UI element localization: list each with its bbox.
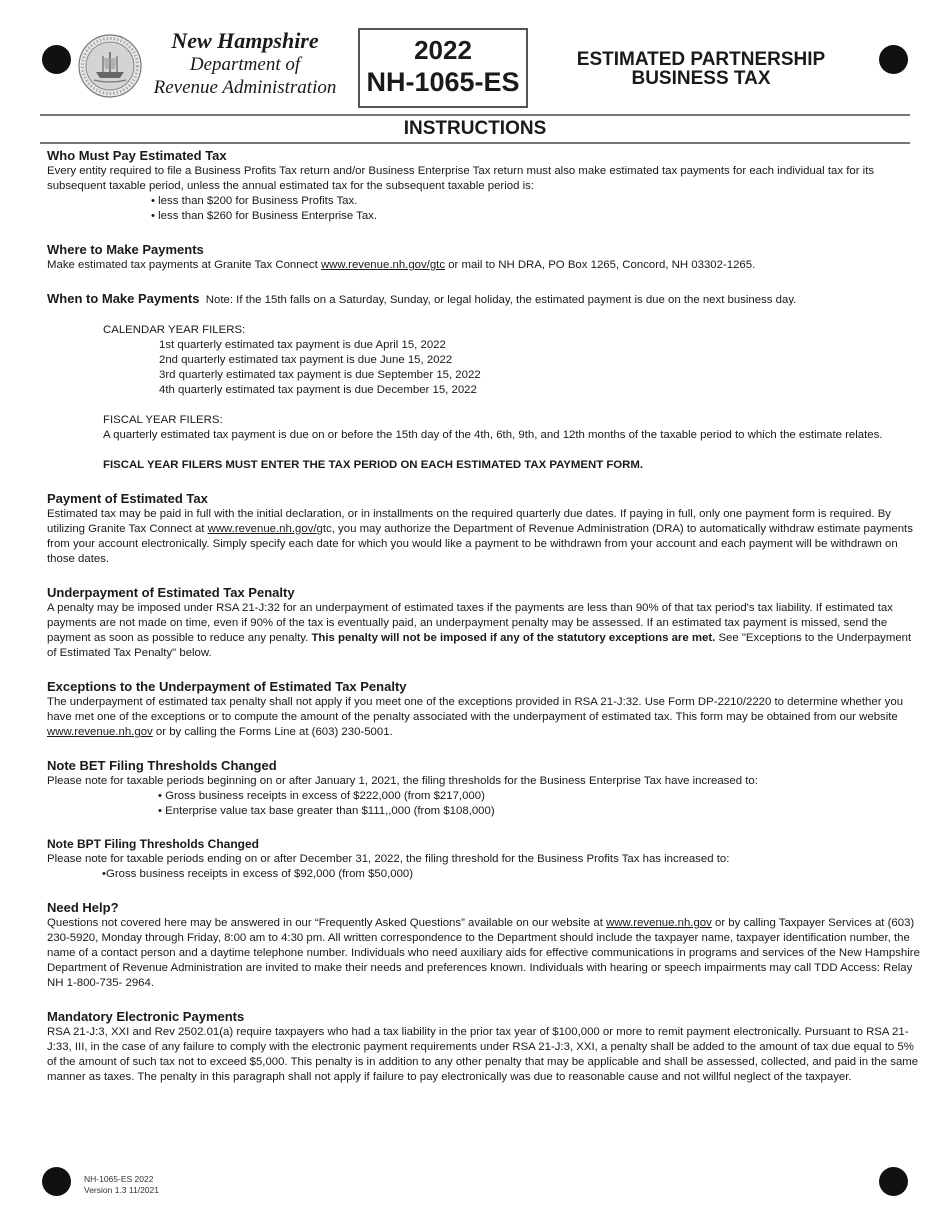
section-payment bbox=[47, 491, 923, 567]
fiscal-label: FISCAL YEAR FILERS: bbox=[103, 414, 223, 426]
revenue-link[interactable]: www.revenue.nh.gov/ bbox=[207, 523, 317, 535]
section-heading: Payment of Estimated Tax bbox=[47, 491, 208, 506]
bold-text: This penalty will not be imposed if any of the statutory exceptions are met. bbox=[311, 632, 716, 644]
section-heading: Need Help? bbox=[47, 900, 119, 915]
bullet-item: • Enterprise value tax base greater than $111,,000 (from $108,000) bbox=[158, 805, 495, 817]
section-heading: Note BPT Filing Thresholds Changed bbox=[47, 837, 260, 851]
form-title-line2: BUSINESS TAX bbox=[631, 68, 771, 89]
nh-state-seal-icon bbox=[78, 34, 142, 98]
text-segment: or by calling Taxpayer Services at (603) 230-5920, Monday through Friday, 8:00 am to 4:30 pm. All written correspondence to the Department should include the taxpayer name, taxpayer identification number, the name of a contact person and a daytime telephone number. Individuals who need auxiliary aids for effective communications in programs and services of the New Hampshire Department of Revenue Administration are invited to make their needs and preferences known. Individuals with hearing or speech impairments may call TDD Access: Relay NH 1-800-735- 2964. bbox=[47, 917, 920, 989]
text-segment: Make estimated tax payments at Granite Tax Connect bbox=[47, 259, 321, 271]
section-text bbox=[47, 695, 923, 740]
when-note: Note: If the 15th falls on a Saturday, Sunday, or legal holiday, the estimated payment is due on the next business day. bbox=[205, 294, 797, 306]
text-segment: gtc, you may authorize the Department of Revenue Administration (DRA) to automatically withdraw estimate payments from your account electronically. Simply specify each date for which you would like a payment to be withdrawn from your account and each payment will be withdrawn on those dates. bbox=[47, 523, 913, 565]
revenue-link[interactable]: www.revenue.nh.gov bbox=[47, 726, 153, 738]
gtc-link[interactable]: www.revenue.nh.gov/gtc bbox=[320, 259, 446, 271]
section-heading: Underpayment of Estimated Tax Penalty bbox=[47, 585, 295, 600]
text-segment: Estimated tax may be paid in full with the initial declaration, or in installments on the required quarterly due dates. If paying in full, only one payment form is required. By utilizing Granite Tax Connect at bbox=[47, 508, 891, 535]
form-id-box bbox=[358, 28, 528, 108]
footer-form-id: NH-1065-ES 2022 bbox=[84, 1174, 154, 1184]
section-need-help bbox=[47, 900, 923, 991]
department-name bbox=[142, 28, 348, 99]
bullet-item: • less than $260 for Business Enterprise Tax. bbox=[151, 210, 378, 222]
form-year: 2022 bbox=[414, 35, 472, 65]
text-segment: A penalty may be imposed under RSA 21-J:32 for an underpayment of estimated taxes if the payments are less than 90% of that tax period's tax liability. If estimated tax payments are not made on time, even if 90% of the tax is eventually paid, an underpayment penalty may be assessed. If an estimated tax payment is missed, send the payment as soon as possible to reduce any penalty. bbox=[47, 602, 893, 644]
section-heading: When to Make Payments bbox=[47, 291, 200, 306]
text-segment: Questions not covered here may be answered in our “Frequently Asked Questions” available on our website at bbox=[47, 917, 607, 929]
text-segment: or mail to NH DRA, PO Box 1265, Concord, NH 03302-1265. bbox=[445, 259, 756, 271]
section-who-must-pay bbox=[47, 148, 923, 224]
section-text: Please note for taxable periods beginning on or after January 1, 2021, the filing thresholds for the Business Enterprise Tax have increased to: bbox=[47, 775, 758, 787]
agency-department: Department of bbox=[189, 54, 301, 75]
when-heading-line bbox=[47, 291, 923, 308]
section-text bbox=[47, 507, 923, 567]
calendar-item: 3rd quarterly estimated tax payment is due September 15, 2022 bbox=[159, 369, 481, 381]
instructions-heading: INSTRUCTIONS bbox=[403, 118, 547, 139]
section-text: RSA 21-J:3, XXI and Rev 2502.01(a) require taxpayers who had a tax liability in the prior tax year of $100,000 or more to remit payment electronically. Pursuant to RSA 21-J:33, III, in the case of any failure to comply with the electronic payment requirements under RSA 21-J:3, XXI, a penalty shall be added to the amount of tax due equal to 5% of the amount of such tax not to exceed $5,000. This penalty is in addition to any other penalty that may be applicable and shall be assessed, collected, and paid in the same manner as taxes. The penalty in this paragraph shall not apply if failure to pay electronically was due to reasonable cause and not willful neglect of the taxpayer. bbox=[47, 1026, 919, 1083]
instructions-divider bbox=[40, 142, 910, 144]
calendar-item: 2nd quarterly estimated tax payment is due June 15, 2022 bbox=[159, 354, 453, 366]
section-text bbox=[47, 601, 923, 661]
fiscal-notice: FISCAL YEAR FILERS MUST ENTER THE TAX PERIOD ON EACH ESTIMATED TAX PAYMENT FORM. bbox=[103, 459, 644, 471]
bullet-item: •Gross business receipts in excess of $92,000 (from $50,000) bbox=[102, 868, 414, 880]
section-exceptions bbox=[47, 679, 923, 740]
form-number: NH-1065-ES bbox=[366, 67, 520, 97]
bullet-item: • Gross business receipts in excess of $222,000 (from $217,000) bbox=[158, 790, 485, 802]
text-segment: or by calling the Forms Line at (603) 230-5001. bbox=[152, 726, 393, 738]
form-title-line1: ESTIMATED PARTNERSHIP bbox=[576, 49, 826, 70]
calendar-item: 1st quarterly estimated tax payment is due April 15, 2022 bbox=[159, 339, 446, 351]
section-text bbox=[47, 258, 923, 273]
header-divider bbox=[40, 114, 910, 116]
calendar-label: CALENDAR YEAR FILERS: bbox=[103, 324, 246, 336]
agency-division: Revenue Administration bbox=[153, 77, 337, 98]
section-text: Please note for taxable periods ending on or after December 31, 2022, the filing threshold for the Business Profits Tax has increased to: bbox=[47, 853, 730, 865]
section-heading: Note BET Filing Thresholds Changed bbox=[47, 758, 277, 773]
section-bet-thresholds bbox=[47, 758, 923, 819]
section-mandatory-electronic bbox=[47, 1009, 923, 1085]
registration-mark-top-right bbox=[879, 45, 908, 74]
section-heading: Mandatory Electronic Payments bbox=[47, 1009, 245, 1024]
section-text: Every entity required to file a Business Profits Tax return and/or Business Enterprise Tax return must also make estimated tax payments for each individual tax for its subsequent taxable period, unless the annual estimated tax for the subsequent taxable period is: bbox=[47, 165, 875, 192]
footer-version-line: Version 1.3 11/2021 bbox=[84, 1185, 159, 1195]
registration-mark-bottom-left bbox=[42, 1167, 71, 1196]
section-heading: Where to Make Payments bbox=[47, 242, 204, 257]
registration-mark-top-left bbox=[42, 45, 71, 74]
agency-state: New Hampshire bbox=[171, 28, 319, 53]
calendar-item: 4th quarterly estimated tax payment is due December 15, 2022 bbox=[159, 384, 477, 396]
bullet-item: • less than $200 for Business Profits Tax. bbox=[151, 195, 358, 207]
footer-version bbox=[84, 1174, 159, 1196]
section-bpt-thresholds bbox=[47, 837, 923, 882]
section-text bbox=[47, 916, 923, 991]
section-underpayment bbox=[47, 585, 923, 661]
revenue-link[interactable]: www.revenue.nh.gov bbox=[606, 917, 712, 929]
section-when-to-pay bbox=[47, 291, 923, 473]
section-heading: Exceptions to the Underpayment of Estimated Tax Penalty bbox=[47, 679, 407, 694]
fiscal-text: A quarterly estimated tax payment is due on or before the 15th day of the 4th, 6th, 9th, and 12th months of the taxable period to which the estimate relates. bbox=[103, 429, 883, 441]
text-segment: See "Exceptions to the Underpayment of Estimated Tax Penalty" below. bbox=[47, 632, 912, 659]
registration-mark-bottom-right bbox=[879, 1167, 908, 1196]
instructions-body bbox=[47, 148, 923, 1085]
section-heading: Who Must Pay Estimated Tax bbox=[47, 148, 227, 163]
text-segment: The underpayment of estimated tax penalty shall not apply if you meet one of the exceptions provided in RSA 21-J:32. Use Form DP-2210/2220 to determine whether you have met one of the exceptions or to compute the amount of the penalty associated with the underpayment of estimated tax. This form may be obtained from our website bbox=[47, 696, 904, 723]
section-where-to-pay bbox=[47, 242, 923, 273]
form-title bbox=[560, 50, 842, 88]
